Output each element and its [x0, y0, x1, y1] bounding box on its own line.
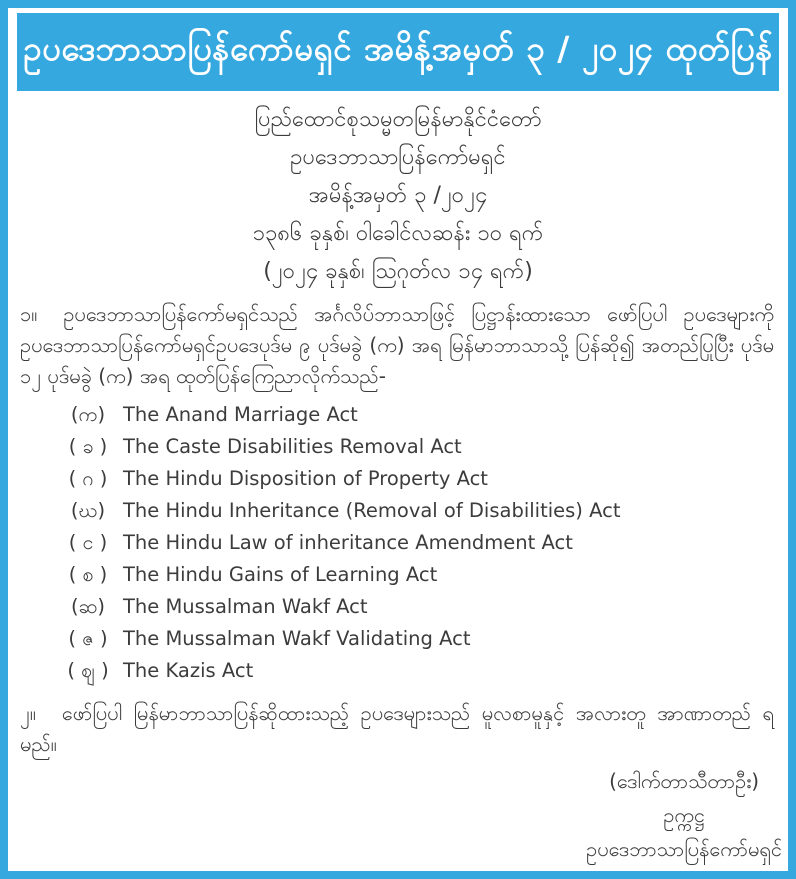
paragraph-1-text: ဥပဒေဘာသာပြန်ကော်မရှင်သည် အင်္ဂလိပ်ဘာသာဖြင့် ပြဋ္ဌာန်းထားသော ဖော်ပြပါ ဥပဒေများကို ဥပဒေဘာသာပြန်ကော်မရှင်ဥပဒေပုဒ်မ ၉ ပုဒ်မခွဲ (က) အရ မြန်မာဘာသာသို့ ပြန်ဆို၍ အတည်ပြုပြီး ပုဒ်မ ၁၂ ပုဒ်မခွဲ (က) အရ ထုတ်ပြန်ကြေညာလိုက်သည်- [20, 302, 774, 388]
act-item-label: ( စ ) [68, 563, 108, 586]
signatory-title: ဥက္ကဋ္ဌ [663, 803, 705, 827]
act-item-name: The Hindu Law of inheritance Amendment Act [123, 531, 573, 554]
act-item-label: ( ဂ ) [68, 467, 108, 490]
document-heading [8, 101, 788, 291]
heading-line-country: ပြည်ထောင်စုသမ္မတမြန်မာနိုင်ငံတော် [254, 107, 542, 132]
act-item-label: ( ခ ) [68, 435, 108, 458]
act-item-name: The Hindu Disposition of Property Act [123, 467, 488, 490]
paragraph-2 [20, 698, 774, 760]
act-item [65, 658, 788, 690]
act-item [65, 594, 788, 626]
act-item-label: (က) [70, 403, 106, 426]
act-item [65, 498, 788, 530]
act-item-name: The Mussalman Wakf Validating Act [123, 627, 471, 650]
signature-area [8, 764, 782, 866]
act-item-label: ( င ) [68, 531, 108, 554]
title-banner [17, 13, 779, 91]
act-item-label: ( ဇ ) [68, 627, 108, 650]
act-item [65, 530, 788, 562]
act-item [65, 402, 788, 434]
act-item [65, 626, 788, 658]
signatory-name: (ဒေါက်တာသီတာဦး) [609, 769, 760, 793]
act-item [65, 434, 788, 466]
act-item [65, 562, 788, 594]
act-item [65, 466, 788, 498]
signatory-org: ဥပဒေဘာသာပြန်ကော်မရှင် [586, 837, 782, 861]
act-item-name: The Hindu Gains of Learning Act [123, 563, 438, 586]
banner-title: ဥပဒေဘာသာပြန်ကော်မရှင် အမိန့်အမှတ် ၃ / ၂၀၂၄ ထုတ်ပြန် [23, 28, 773, 68]
paragraph-1 [20, 299, 774, 392]
act-item-name: The Anand Marriage Act [123, 403, 358, 426]
paragraph-2-text: ဖော်ပြပါ မြန်မာဘာသာပြန်ဆိုထားသည့် ဥပဒေများသည် မူလစာမူနှင့် အလားတူ အာဏာတည် ရမည်။ [20, 701, 774, 756]
act-item-name: The Caste Disabilities Removal Act [123, 435, 462, 458]
signature-block [586, 764, 782, 866]
heading-line-gregorian-date: (၂၀၂၄ ခုနှစ်၊ သြဂုတ်လ ၁၄ ရက်) [263, 259, 533, 284]
heading-line-commission: ဥပဒေဘာသာပြန်ကော်မရှင် [290, 145, 506, 170]
act-item-name: The Mussalman Wakf Act [123, 595, 368, 618]
heading-line-myanmar-date: ၁၃၈၆ ခုနှစ်၊ ဝါခေါင်လဆန်း ၁၀ ရက် [252, 221, 544, 246]
acts-list [8, 402, 788, 690]
act-item-label: ( ဈ ) [67, 659, 109, 682]
act-item-name: The Kazis Act [123, 659, 254, 682]
act-item-label: (ဆ) [70, 595, 106, 618]
act-item-name: The Hindu Inheritance (Removal of Disabilities) Act [123, 499, 621, 522]
heading-line-order-number: အမိန့်အမှတ် ၃ /၂၀၂၄ [308, 183, 488, 208]
paragraph-2-number: ၂။ [20, 701, 36, 725]
paragraph-1-number: ၁။ [20, 302, 38, 326]
act-item-label: (ဃ) [70, 499, 106, 522]
